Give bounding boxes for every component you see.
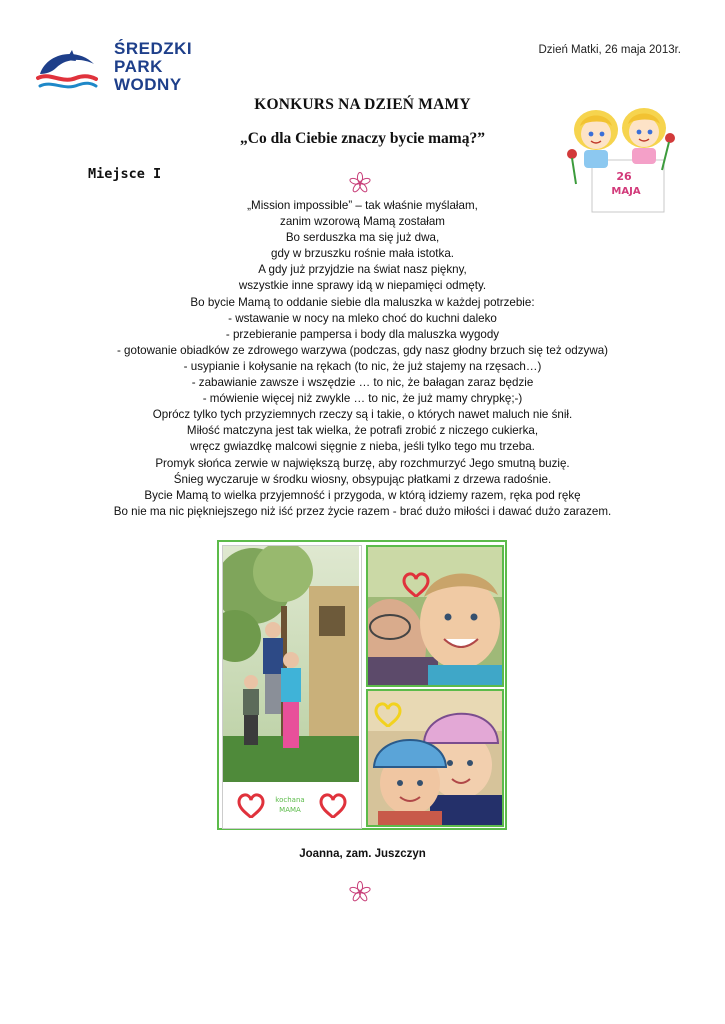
card-month: MAJA (611, 186, 641, 197)
photo-collage (217, 540, 507, 830)
poem-line: Bo bycie Mamą to oddanie siebie dla maluszka w każdej potrzebie: (190, 295, 535, 309)
logo-line-3: WODNY (114, 75, 182, 94)
contest-title: KONKURS NA DZIEŃ MAMY (254, 96, 471, 113)
poem-line: „Mission impossible” – tak właśnie myślałam, (247, 199, 478, 212)
poem-line: - gotowanie obiadków ze zdrowego warzywa (podczas, gdy nasz głodny brzuch się też odzywa) (116, 343, 609, 357)
card-day: 26 (616, 170, 632, 183)
poem-line: Śnieg wyczaruje w środku wiosny, obsypując płatkami z drzewa radośnie. (173, 472, 552, 486)
collage-caption-line-2: MAMA (279, 806, 301, 814)
poem-line: Bycie Mamą to wielka przyjemność i przygoda, w którą idziemy razem, ręka pod rękę (144, 488, 581, 502)
smiling-boy-photo (366, 545, 504, 687)
collage-caption-line-1: kochana (275, 796, 305, 804)
dolphin-wave-logo-icon (36, 44, 98, 94)
poem-line: zanim wzorową Mamą zostałam (280, 215, 445, 229)
poem-line: gdy w brzuszku rośnie mała istotka. (271, 247, 454, 261)
place-label: Miejsce I (88, 166, 162, 182)
poem-line: - usypianie i kołysanie na rękach (to nic, że już stajemy na rzęsach…) (183, 359, 542, 373)
poem-line: Bo serduszka ma się już dwa, (285, 231, 440, 245)
poem-line: Promyk słońca zerwie w największą burzę, aby rozchmurzyć Jego smutną buzię. (155, 456, 570, 470)
flower-ornament-icon (349, 172, 371, 194)
poem-line: - mówienie więcej niż zwykle … to nic, że już mamy chrypkę;-) (202, 392, 523, 406)
logo-wordmark (114, 40, 214, 94)
poem-line: - przebieranie pampersa i body dla maluszka wygody (225, 327, 500, 341)
poem-line: wszystkie inne sprawy idą w niepamięci odmęty. (238, 279, 487, 293)
logo-line-1: ŚREDZKI (114, 39, 193, 58)
poem-line: - zabawianie zawsze i wszędzie … to nic, że bałagan zaraz będzie (191, 376, 534, 390)
poem (80, 198, 645, 520)
poem-line: A gdy już przyjdzie na świat nasz piękny, (258, 263, 467, 277)
family-garden-photo (222, 545, 362, 829)
poem-line: Oprócz tylko tych przyziemnych rzeczy są i takie, o których nawet maluch nie śnił. (152, 408, 573, 422)
poem-line: Bo nie ma nic piękniejszego niż iść przez życie razem - brać dużo miłości i dawać dużo zarazem. (113, 504, 612, 518)
contest-question: „Co dla Ciebie znaczy bycie mamą?” (240, 130, 485, 147)
author-signature: Joanna, zam. Juszczyn (299, 848, 426, 860)
poem-line: Miłość matczyna jest tak wielka, że potrafi zrobić z niczego cukierka, (186, 424, 539, 438)
poem-line: - wstawanie w nocy na mleko choć do kuchni daleko (228, 311, 497, 325)
kids-helmets-photo (366, 689, 504, 827)
flower-ornament-icon (349, 881, 371, 903)
logo-line-2: PARK (114, 57, 163, 76)
poem-line: wręcz gwiazdkę malcowi sięgnie z nieba, jeśli tylko tego mu trzeba. (190, 440, 535, 454)
date-line: Dzień Matki, 26 maja 2013r. (538, 44, 681, 56)
